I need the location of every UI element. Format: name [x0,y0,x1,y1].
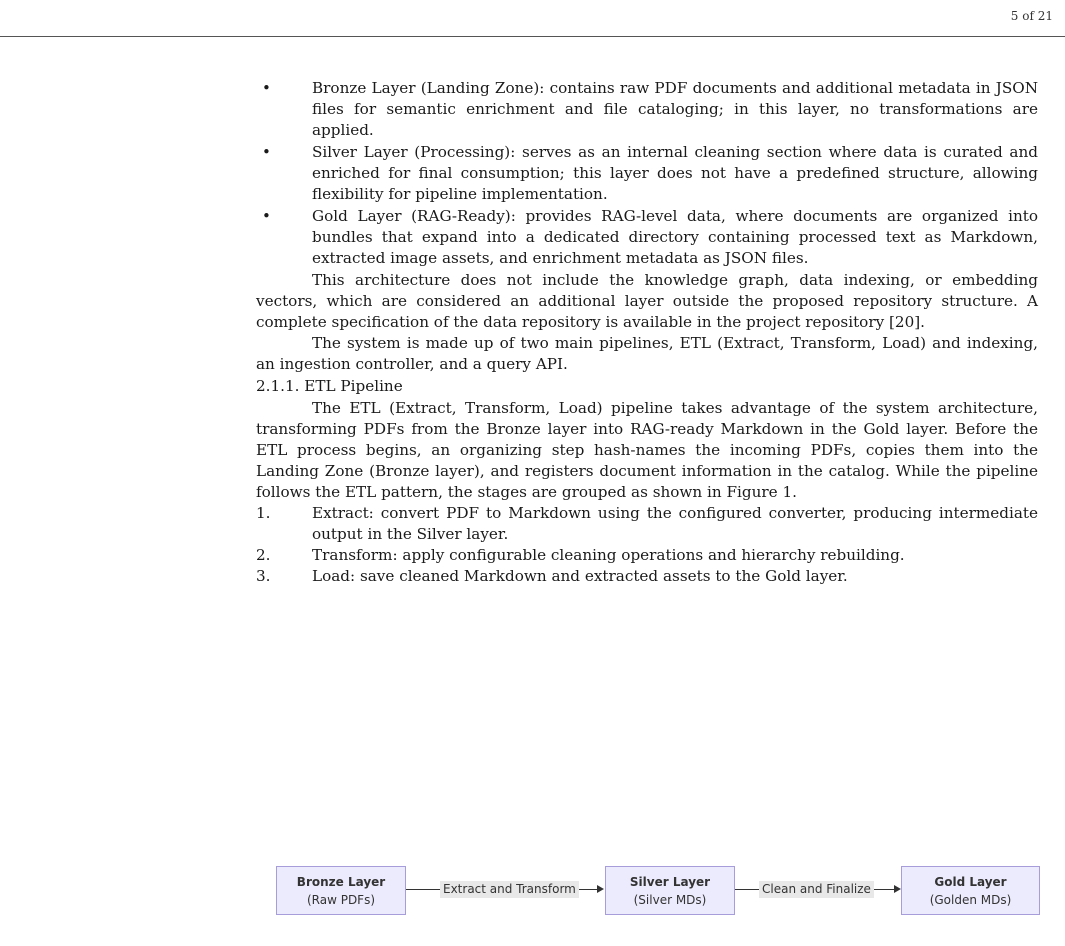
step-number: 1. [256,504,271,522]
arrowhead-icon [597,885,604,893]
etl-steps-list [256,503,1038,587]
pipeline-diagram [274,866,1042,934]
bullet-mark: • [262,143,271,161]
list-item-bronze [256,78,1038,141]
page-number: 5 of 21 [1010,9,1053,23]
node-bronze-layer [276,866,406,915]
bullet-mark: • [262,79,271,97]
node-silver-layer [605,866,735,915]
list-item-silver [256,142,1038,205]
list-item-text: Bronze Layer (Landing Zone): contains raw PDF documents and additional metadata in JSON files for semantic enrichment and file cataloging; in this layer, no transformations are applied. [312,79,1038,139]
header-rule [0,36,1065,37]
node-title: Gold Layer [934,874,1007,889]
list-item-text: Gold Layer (RAG-Ready): provides RAG-level data, where documents are organized into bundles that expand into a dedicated directory containing processed text as Markdown, extracted image assets, and enrichment metadata as JSON files. [312,207,1038,267]
step-text: Extract: convert PDF to Markdown using the configured converter, producing intermediate output in the Silver layer. [312,504,1038,543]
body-text [256,78,1038,587]
step-number: 3. [256,567,271,585]
step-text: Load: save cleaned Markdown and extracted assets to the Gold layer. [312,567,848,585]
list-item-gold [256,206,1038,269]
step-text: Transform: apply configurable cleaning operations and hierarchy rebuilding. [312,546,905,564]
paragraph-etl: The ETL (Extract, Transform, Load) pipeline takes advantage of the system architecture, transforming PDFs from the Bronze layer into RAG-ready Markdown in the Gold layer. Before the ETL process begins, an organizing step hash-names the incoming PDFs, copies them into the Landing Zone (Bronze layer), and registers document information in the catalog. While the pipeline follows the ETL pattern, the stages are grouped as shown in Figure 1. [256,399,1038,501]
list-item-extract [256,503,1038,545]
edge-label-clean-finalize: Clean and Finalize [759,881,874,898]
list-item-text: Silver Layer (Processing): serves as an internal cleaning section where data is curated and enriched for final consumption; this layer does not have a predefined structure, allowing flexibility for pipeline implementation. [312,143,1038,203]
edge-label-extract-transform: Extract and Transform [440,881,579,898]
list-item-load [256,566,1038,587]
node-subtitle: (Raw PDFs) [306,892,376,907]
node-title: Silver Layer [629,874,711,889]
step-number: 2. [256,546,271,564]
node-subtitle: (Golden MDs) [929,892,1012,907]
paragraph-system: The system is made up of two main pipelines, ETL (Extract, Transform, Load) and indexing, an ingestion controller, and a query API. [256,334,1038,373]
arrowhead-icon [894,885,901,893]
list-item-transform [256,545,1038,566]
node-gold-layer [901,866,1040,915]
section-heading: 2.1.1. ETL Pipeline [256,377,403,395]
bullet-mark: • [262,207,271,225]
paragraph-architecture: This architecture does not include the knowledge graph, data indexing, or embedding vectors, which are considered an additional layer outside the proposed repository structure. A complete specification of the data repository is available in the project repository [20]. [256,271,1038,331]
layer-bullet-list [256,78,1038,269]
node-title: Bronze Layer [296,874,386,889]
node-subtitle: (Silver MDs) [633,892,707,907]
